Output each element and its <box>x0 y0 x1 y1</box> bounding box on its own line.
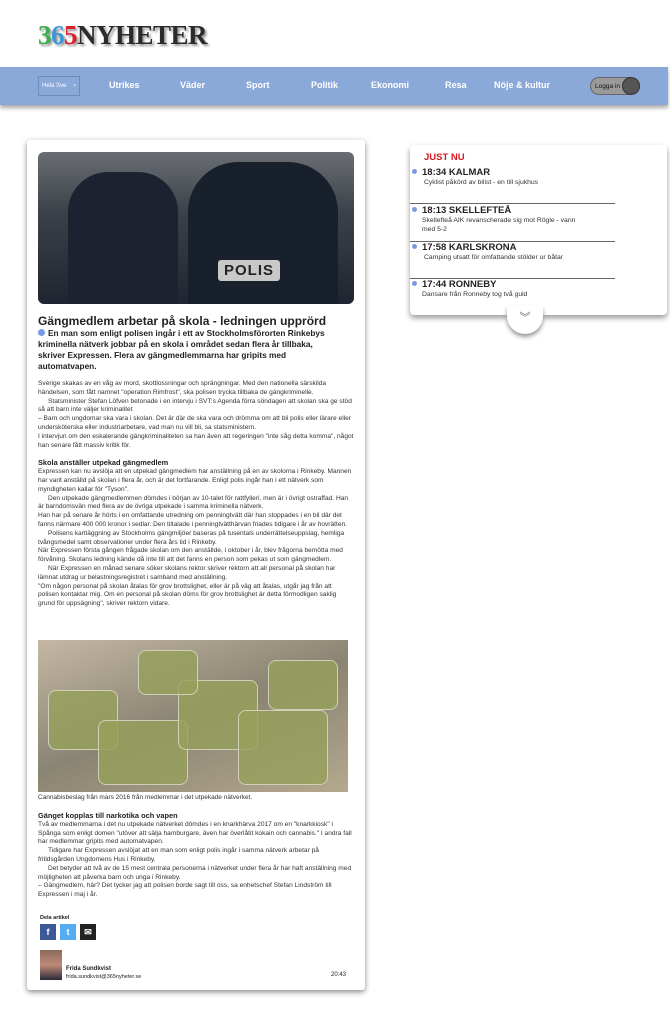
nav-resa[interactable]: Resa <box>445 80 467 90</box>
publish-time: 20:43 <box>331 972 347 978</box>
nav-politik[interactable]: Politik <box>311 80 339 90</box>
share-facebook-button[interactable] <box>40 924 56 940</box>
news-item[interactable]: 17:58 KARLSKRONA Camping utsatt för omfattande stölder ur båtar <box>410 242 615 279</box>
nav-utrikes[interactable]: Utrikes <box>109 80 140 90</box>
facebook-icon: f <box>46 927 50 937</box>
user-icon <box>622 77 640 95</box>
section-heading: Skola anställer utpekad gängmedlem <box>38 458 169 468</box>
news-item[interactable]: 18:34 KALMAR Cyklist påkörd av bilist - en till sjukhus <box>410 167 615 204</box>
email-icon: ✉ <box>84 927 92 937</box>
news-item[interactable]: 17:44 RONNEBY Dansare från Ronneby tog två guld <box>410 279 615 309</box>
article-lead: En man som enligt polisen ingår i ett av Stockholmsförorten Rinkebys kriminella nätverk jobbar på en skola i området sedan flera år tillbaka, skriver Expressen. Flera av gängmedlemmarna har gripits med automatvapen. <box>38 328 325 371</box>
show-more-button[interactable] <box>507 306 543 334</box>
author-email[interactable]: frida.sundkvist@365nyheter.se <box>66 974 142 980</box>
site-logo[interactable]: 365NYHETER <box>38 20 208 50</box>
region-select[interactable]: Hela Sve ▼ <box>38 76 80 96</box>
chevron-down-icon: ▼ <box>72 83 77 89</box>
twitter-icon: t <box>66 927 70 937</box>
nav-sport[interactable]: Sport <box>246 80 270 90</box>
article-card: POLIS Gängmedlem arbetar på skola - ledningen upprörd En man som enligt polisen ingår i ett av Stockholmsförorten Rinkebys kriminella nätverk jobbar på en skola i området sedan flera år tillbaka, skriver Expressen. Flera av gängmedlemmarna har gripits med automatvapen. Sverige skakas av en våg av mord, skottlossningar och sprängningar. Med den nationella särskilda händelsen, som fått namnet "operation Rimfrost", ska polisen trycka tillbaka de gängkriminelle. Statsminister Stefan Löfven betonade i en intervju i SVT:s Agenda förra söndagen att skolan ska ge stöd så att barn inte väljer kriminalitet – Barn och ungdomar ska vara i skolan. Det är där de ska vara och drömma om att bli polis eller lärare eller undersköterska eller industriarbetare, vad man nu vill bli, sa statsministern. I intervjun om den eskalerande gängkriminaliteten sa han även att regeringen "inte såg detta komma", något han senare fått massiv kritik för. Skola anställer utpekad gängmedlem Expressen kan nu avslöja att en utpekad gängmedlem har anställning på en av skolorna i Rinkeby. Mannen har varit anställd på skolan i flera år, och är det fortfarande. Enligt polis ingår han i ett nätverk som myndigheten kallar för "Tyson". Den utpekade gängmedlemmen dömdes i början av 10-talet för rattfylleri, men är i övrigt ostraffad. Han är barndomsvän med flera av de övriga utpekade i samma kriminella nätverk. Han har på senare år hörts i en omfattande utredning om penningtvätt där han stoppades i en bil där det fanns närmare 400 000 kronor i sedlar. Den tiltalade i penningtvätthärvan friades tidigare i år av hovrätten. Polisens kartläggning av Stockholms gängmiljöer baseras på tusentals underrättelseuppslag, hemliga tvångsmedel samt observationer under flera års tid i Rinkeby. När Expressen första gången frågade skolan om den anställde, i oktober i år, blev frågorna bemötta med förvåning. Skolans ledning kände då inte till att det fanns en person som pekas ut som gängmedlem. När Expressen en månad senare söker skolans rektor skriver rektorn att all personal på skolan har lämnat utdrag ur belastningsregistret i samband med anställning. "Om någon personal på skolan åtalas för grov brottslighet, eller är på väg att åtalas, utgår jag från att polisen kontaktar mig. Om en personal på skolan döms för grov brottslighet är detta förmodligen saklig grund för uppsägning", skriver rektorn vidare. Cannabisbeslag från mars 2016 från medlemmar i det utpekade nätverket. Gänget kopplas till narkotika och vapen Två av medlemmarna i det nu utpekade nätverket dömdes i en knarkhärva 2017 om en "knarkkiosk" i Spånga som enligt domen "utöver att sälja hamburgare, även har överlåtit kokain och cannabis." I andra fall har medlemmar gripits med automatvapen. Tidigare har Expressen avslöjat att en man som enligt polis ingår i samma nätverk arbetar på fritidsgården Ungdomens Hus i Rinkeby. Det betyder att två av de 15 mest centrala personerna i nätverket under flera år har haft anställning med möjligheten att påverka barn och unga i Rinkeby. – Gängmedlem, här? Det tycker jag att polisen borde sagt till oss, sa enhetschef Stefan Lindström till Expressen i maj i år. Dela artikel f t ✉ Frida Sundkvist frida.sundkvist@365nyheter.se 20:43 <box>27 140 365 990</box>
just-nu-panel: JUST NU 18:34 KALMAR Cyklist påkörd av bilist - en till sjukhus 18:13 SKELLEFTEÅ Skellefteå AIK revanscherade sig mot Rögle - vann med 5-2 17:58 KARLSKRONA Camping utsatt för omfattande stölder ur båtar 17:44 RONNEBY Dansare från Ronneby tog två guld <box>410 145 667 315</box>
share-email-button[interactable] <box>80 924 96 940</box>
nav-vader[interactable]: Väder <box>180 80 206 90</box>
double-chevron-down-icon: ︾ <box>519 312 531 324</box>
image-caption: Cannabisbeslag från mars 2016 från medlemmar i det utpekade nätverket. <box>38 794 253 801</box>
bullet-icon <box>38 329 45 336</box>
nav-noje-kultur[interactable]: Nöje & kultur <box>494 80 551 90</box>
article-body: Sverige skakas av en våg av mord, skottlossningar och sprängningar. Med den nationella särskilda händelsen, som fått namnet "operation Rimfrost", ska polisen trycka tillbaka de gängkriminelle. Statsminister Stefan Löfven betonade i en intervju i SVT:s Agenda förra söndagen att skolan ska ge stöd så att barn inte väljer kriminalitet – Barn och ungdomar ska vara i skolan. Det är där de ska vara och drömma om att bli polis eller lärare eller undersköterska eller industriarbetare, vad man nu vill bli, sa statsministern. I intervjun om den eskalerande gängkriminaliteten sa han även att regeringen "inte såg detta komma", något han senare fått massiv kritik för. Skola anställer utpekad gängmedlem Expressen kan nu avslöja att en utpekad gängmedlem har anställning på en av skolorna i Rinkeby. Mannen har varit anställd på skolan i flera år, och är det fortfarande. Enligt polis ingår han i ett nätverk som myndigheten kallar för "Tyson". Den utpekade gängmedlemmen dömdes i början av 10-talet för rattfylleri, men är i övrigt ostraffad. Han är barndomsvän med flera av de övriga utpekade i samma kriminella nätverk. Han har på senare år hörts i en omfattande utredning om penningtvätt där han stoppades i en bil där det fanns närmare 400 000 kronor i sedlar. Den tiltalade i penningtvätthärvan friades tidigare i år av hovrätten. Polisens kartläggning av Stockholms gängmiljöer baseras på tusentals underrättelseuppslag, hemliga tvångsmedel samt observationer under flera års tid i Rinkeby. När Expressen första gången frågade skolan om den anställde, i oktober i år, blev frågorna bemötta med förvåning. Skolans ledning kände då inte till att det fanns en person som pekas ut som gängmedlem. När Expressen en månad senare söker skolans rektor skriver rektorn att all personal på skolan har lämnat utdrag ur belastningsregistret i samband med anställning. "Om någon personal på skolan åtalas för grov brottslighet, eller är på väg att åtalas, utgår jag från att polisen kontaktar mig. Om en personal på skolan döms för grov brottslighet är detta förmodligen saklig grund för uppsägning", skriver rektorn vidare. <box>38 380 354 608</box>
article-title: Gängmedlem arbetar på skola - ledningen upprörd <box>38 314 327 328</box>
login-button[interactable]: Logga in <box>590 77 640 95</box>
cannabis-image <box>38 640 348 792</box>
author-name: Frida Sundkvist <box>66 966 112 972</box>
author-avatar <box>40 950 62 980</box>
article-hero-image: POLIS <box>38 152 354 304</box>
section-heading: Gänget kopplas till narkotika och vapen <box>38 811 178 820</box>
share-twitter-button[interactable] <box>60 924 76 940</box>
nav-ekonomi[interactable]: Ekonomi <box>371 80 410 90</box>
news-item[interactable]: 18:13 SKELLEFTEÅ Skellefteå AIK revanscherade sig mot Rögle - vann med 5-2 <box>410 205 615 242</box>
article-body-2: Gänget kopplas till narkotika och vapen Två av medlemmarna i det nu utpekade nätverket dömdes i en knarkhärva 2017 om en "knarkkiosk" i Spånga som enligt domen "utöver att sälja hamburgare, även har överlåtit kokain och cannabis." I andra fall har medlemmar gripits med automatvapen. Tidigare har Expressen avslöjat att en man som enligt polis ingår i samma nätverk arbetar på fritidsgården Ungdomens Hus i Rinkeby. Det betyder att två av de 15 mest centrala personerna i nätverket under flera år har haft anställning med möjligheten att påverka barn och unga i Rinkeby. – Gängmedlem, här? Det tycker jag att polisen borde sagt till oss, sa enhetschef Stefan Lindström till Expressen i maj i år. <box>38 812 354 900</box>
main-nav <box>0 67 668 105</box>
